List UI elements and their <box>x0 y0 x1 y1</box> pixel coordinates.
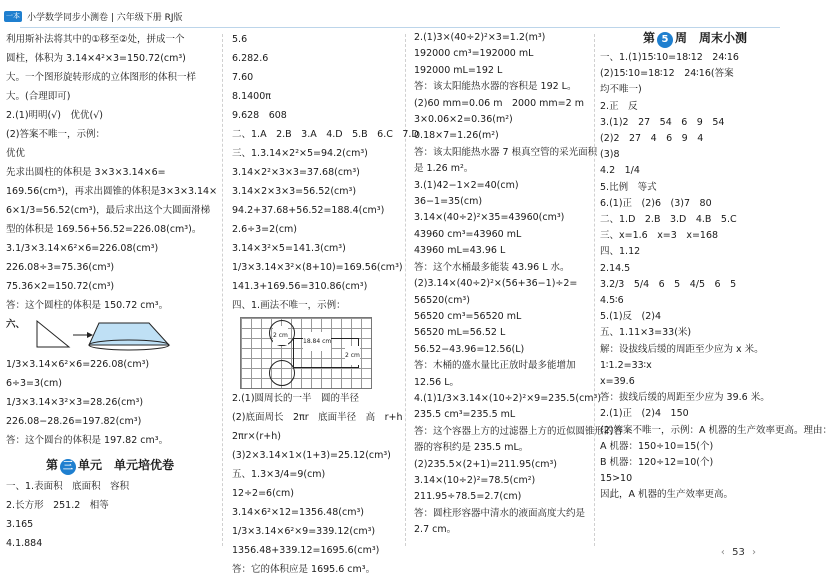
answer-line: 9.628 608 <box>232 110 287 121</box>
answer-line: 四、1.画法不唯一，示例： <box>232 300 346 311</box>
answer-line: 94.2+37.68+56.52=188.4(cm³) <box>232 205 385 216</box>
answer-line: 75.36×2=150.72(cm³) <box>6 281 115 292</box>
page-number: 53 <box>732 547 745 558</box>
answer-line: 答：这个水桶最多能装 43.96 L 水。 <box>414 261 570 273</box>
answer-line: x=39.6 <box>600 376 635 388</box>
brand-logo: 一本 <box>6 12 20 20</box>
answer-line: 1∶1.2=33∶x <box>600 359 652 371</box>
answer-line: 43960 mL=43.96 L <box>414 245 506 257</box>
answer-line: 226.08÷3=75.36(cm³) <box>6 262 115 273</box>
answer-line: 2.14.5 <box>600 262 631 274</box>
answer-line: 56520(cm³) <box>414 294 470 306</box>
column-1 <box>6 30 218 553</box>
answer-line: 6.282.6 <box>232 53 269 64</box>
answer-line: 36−1=35(cm) <box>414 196 483 208</box>
column-divider <box>405 34 406 546</box>
answer-line: 56520 cm³=56520 mL <box>414 310 522 322</box>
answer-line: (2)235.5×(2+1)=211.95(cm³) <box>414 458 557 470</box>
page-footer <box>717 547 760 558</box>
answer-line: 先求出圆柱的体积是 3×3×3.14×6= <box>6 167 166 178</box>
answer-line: A 机器：150÷10=15(个) <box>600 440 714 452</box>
grid-label: 2 cm <box>345 346 360 365</box>
answer-line: 4.2 1/4 <box>600 165 640 177</box>
answer-line: 2.正 反 <box>600 100 638 112</box>
answer-line: 五、1.11×3=33(米) <box>600 327 692 339</box>
answer-line: 圆柱，体积为 3.14×4²×3=150.72(cm³) <box>6 53 186 64</box>
answer-line: 优优 <box>6 148 26 159</box>
grid-label: 18.84 cm <box>303 332 331 351</box>
answer-line: 5.(1)反 (2)4 <box>600 311 662 323</box>
answer-line: 1356.48+339.12=1695.6(cm³) <box>232 545 380 556</box>
circle-bottom <box>269 360 295 386</box>
answer-line: 答：拔线后缓的周距至少应为 39.6 米。 <box>600 392 770 404</box>
answer-line: 8.1400π <box>232 91 271 102</box>
answer-line: 答：该太阳能热水器 7 根真空管的采光面积 <box>414 146 598 158</box>
header-rule <box>20 27 780 28</box>
answer-line: 4.5∶6 <box>600 295 624 307</box>
answer-line: 2.长方形 251.2 相等 <box>6 500 109 511</box>
answer-line: (3)2×3.14×1×(1+3)=25.12(cm³) <box>232 450 391 461</box>
answer-line: 大。一个图形旋转形成的立体图形的体积一样 <box>6 72 197 83</box>
answer-line: 141.3+169.56=310.86(cm³) <box>232 281 368 292</box>
diagram-row <box>6 315 214 355</box>
answer-line: 答：这个圆台的体积是 197.82 cm³。 <box>6 435 169 446</box>
grid-label: 2 cm <box>273 326 288 345</box>
answer-line: 1/3×3.14×6²×9=339.12(cm³) <box>232 526 376 537</box>
week-title: 第 5 周 周末小测 <box>600 30 790 48</box>
answer-line: 1/3×3.14×3²×(8+10)=169.56(cm³) <box>232 262 403 273</box>
answer-line: 4.(1)1/3×3.14×(10÷2)²×9=235.5(cm³) <box>414 392 602 404</box>
answer-line: 答：它的体积应是 1695.6 cm³。 <box>232 564 376 575</box>
answer-line: 因此，A 机器的生产效率更高。 <box>600 489 734 501</box>
answer-line: 一、1.表面积 底面积 容积 <box>6 481 130 492</box>
answer-line: (2)答案不唯一，示例：A 机器的生产效率更高。理由： <box>600 424 832 436</box>
answer-line: 型的体积是 169.56+56.52=226.08(cm³)。 <box>6 224 202 235</box>
unit-number-badge: 三 <box>60 459 76 475</box>
prev-page-icon[interactable]: ‹ <box>720 547 725 558</box>
answer-line: 大。(合理即可) <box>6 91 71 102</box>
answer-line: 56520 mL=56.52 L <box>414 327 506 339</box>
answer-line: 答：这个圆柱的体积是 150.72 cm³。 <box>6 300 169 311</box>
answer-line: 三、1.3.14×2²×5=94.2(cm³) <box>232 148 368 159</box>
answer-line: 6×1/3=56.52(cm³)，最后求出这个大圆面滑梯 <box>6 205 211 216</box>
answer-line: 1/3×3.14×3²×3=28.26(cm³) <box>6 397 144 408</box>
answer-line: 器的容积约是 235.5 mL。 <box>414 442 529 454</box>
column-divider <box>594 34 595 546</box>
answer-line: 6.(1)正 (2)6 (3)7 80 <box>600 197 712 209</box>
answer-line: 2.6÷3=2(cm) <box>232 224 298 235</box>
cone-diagram <box>29 317 179 353</box>
answer-line: 43960 cm³=43960 mL <box>414 228 522 240</box>
answer-line: 2.(1)明明(√) 优优(√) <box>6 110 103 121</box>
answer-line: 56.52−43.96=12.56(L) <box>414 343 525 355</box>
answer-line: 3.14×2²×3×3=37.68(cm³) <box>232 167 360 178</box>
answer-line: (2)15∶10=18∶12 24∶16(答案 <box>600 68 734 80</box>
answer-line: 3.14×2×3×3=56.52(cm³) <box>232 186 357 197</box>
answer-line: 均不唯一) <box>600 84 642 96</box>
answer-line: 3.14×3²×5=141.3(cm³) <box>232 243 346 254</box>
page-header <box>4 8 183 24</box>
answer-line: 答：这个容器上方的过滤器上方的近似圆锥形的容 <box>414 425 624 437</box>
answer-line: 1/3×3.14×6²×6=226.08(cm³) <box>6 359 150 370</box>
answer-line: 2.(1)3×(40÷2)²×3=1.2(m³) <box>414 32 546 43</box>
answer-line: 12.56 L。 <box>414 376 460 388</box>
header-title: 小学数学同步小测卷 | 六年级下册 RJ版 <box>27 12 183 23</box>
answer-line: 答：木桶的盛水量比正放时最多能增加 <box>414 360 576 372</box>
answer-line: 12÷2=6(cm) <box>232 488 294 499</box>
answer-line: 169.56(cm³)，再求出圆锥的体积是3×3×3.14× <box>6 186 218 197</box>
answer-line: 211.95÷78.5=2.7(cm) <box>414 491 522 503</box>
answer-line: 2.7 cm。 <box>414 524 457 536</box>
answer-line: B 机器：120÷12=10(个) <box>600 457 714 469</box>
answer-line: 192000 cm³=192000 mL <box>414 48 534 60</box>
answer-line: 3.(1)2 27 54 6 9 54 <box>600 116 725 128</box>
answer-line: 二、1.A 2.B 3.A 4.D 5.B 6.C 7.D <box>232 129 419 140</box>
column-divider <box>222 34 223 546</box>
answer-line: 答：该太阳能热水器的容积是 192 L。 <box>414 81 577 93</box>
answer-line: 2.(1)正 (2)4 150 <box>600 408 689 420</box>
answer-line: (2)60 mm=0.06 m 2000 mm=2 m <box>414 97 584 109</box>
column-2 <box>232 30 419 579</box>
week-number-badge: 5 <box>657 32 673 48</box>
answer-line: 答：圆柱形容器中清水的液面高度大约是 <box>414 507 586 519</box>
answer-line: 解：设拔线后缓的周距至少应为 x 米。 <box>600 343 764 355</box>
answer-line: 五、1.3×3/4=9(cm) <box>232 469 326 480</box>
answer-line: 二、1.D 2.B 3.D 4.B 5.C <box>600 214 737 226</box>
column-4 <box>600 30 832 504</box>
answer-line: 3.165 <box>6 519 34 530</box>
answer-line: 5.比例 等式 <box>600 181 657 193</box>
answer-line: (2)答案不唯一，示例： <box>6 129 105 140</box>
answer-line: 利用斯补法将其中的①移至②处，拼成一个 <box>6 34 185 45</box>
answer-line: 0.18×7=1.26(m²) <box>414 130 499 142</box>
answer-line: (2)2 27 4 6 9 4 <box>600 133 704 145</box>
answer-line: (3)8 <box>600 149 620 161</box>
answer-line: 3.14×(40÷2)²×35=43960(cm³) <box>414 212 565 224</box>
answer-line: 四、1.12 <box>600 246 641 258</box>
answer-line: 5.6 <box>232 34 248 45</box>
answer-line: 3.14×6²×12=1356.48(cm³) <box>232 507 364 518</box>
answer-line: 6÷3=3(cm) <box>6 378 62 389</box>
answer-line: (2)3.14×(40÷2)²×(56+36−1)÷2= <box>414 278 578 290</box>
unit-title: 第 三 单元 单元培优卷 <box>6 456 214 475</box>
section-label: 六、 <box>6 319 26 330</box>
answer-line: 一、1.(1)15∶10=18∶12 24∶16 <box>600 52 739 63</box>
answer-line: 三、x=1.6 x=3 x=168 <box>600 230 719 242</box>
answer-line: 235.5 cm³=235.5 mL <box>414 409 516 421</box>
answer-line: 3×0.06×2=0.36(m²) <box>414 114 513 126</box>
answer-line: 3.(1)42−1×2=40(cm) <box>414 179 519 191</box>
answer-line: 7.60 <box>232 72 254 83</box>
answer-line: 226.08−28.26=197.82(cm³) <box>6 416 142 427</box>
answer-line: 3.2/3 5/4 6 5 4/5 6 5 <box>600 278 737 290</box>
answer-line: 2πr×(r+h) <box>232 431 281 442</box>
answer-line: 是 1.26 m²。 <box>414 163 474 175</box>
answer-line: 3.1/3×3.14×6²×6=226.08(cm³) <box>6 243 159 254</box>
answer-line: 192000 mL=192 L <box>414 64 503 76</box>
answer-line: (2)底面周长 2πr 底面半径 高 r+h <box>232 412 403 423</box>
next-page-icon[interactable]: › <box>752 547 756 558</box>
answer-line: 15>10 <box>600 473 633 485</box>
answer-line: 2.(1)圆周长的一半 圆的半径 <box>232 393 360 404</box>
answer-line: 4.1.884 <box>6 538 43 549</box>
grid-diagram <box>240 317 372 389</box>
answer-line: 3.14×(10÷2)²=78.5(cm²) <box>414 474 536 486</box>
